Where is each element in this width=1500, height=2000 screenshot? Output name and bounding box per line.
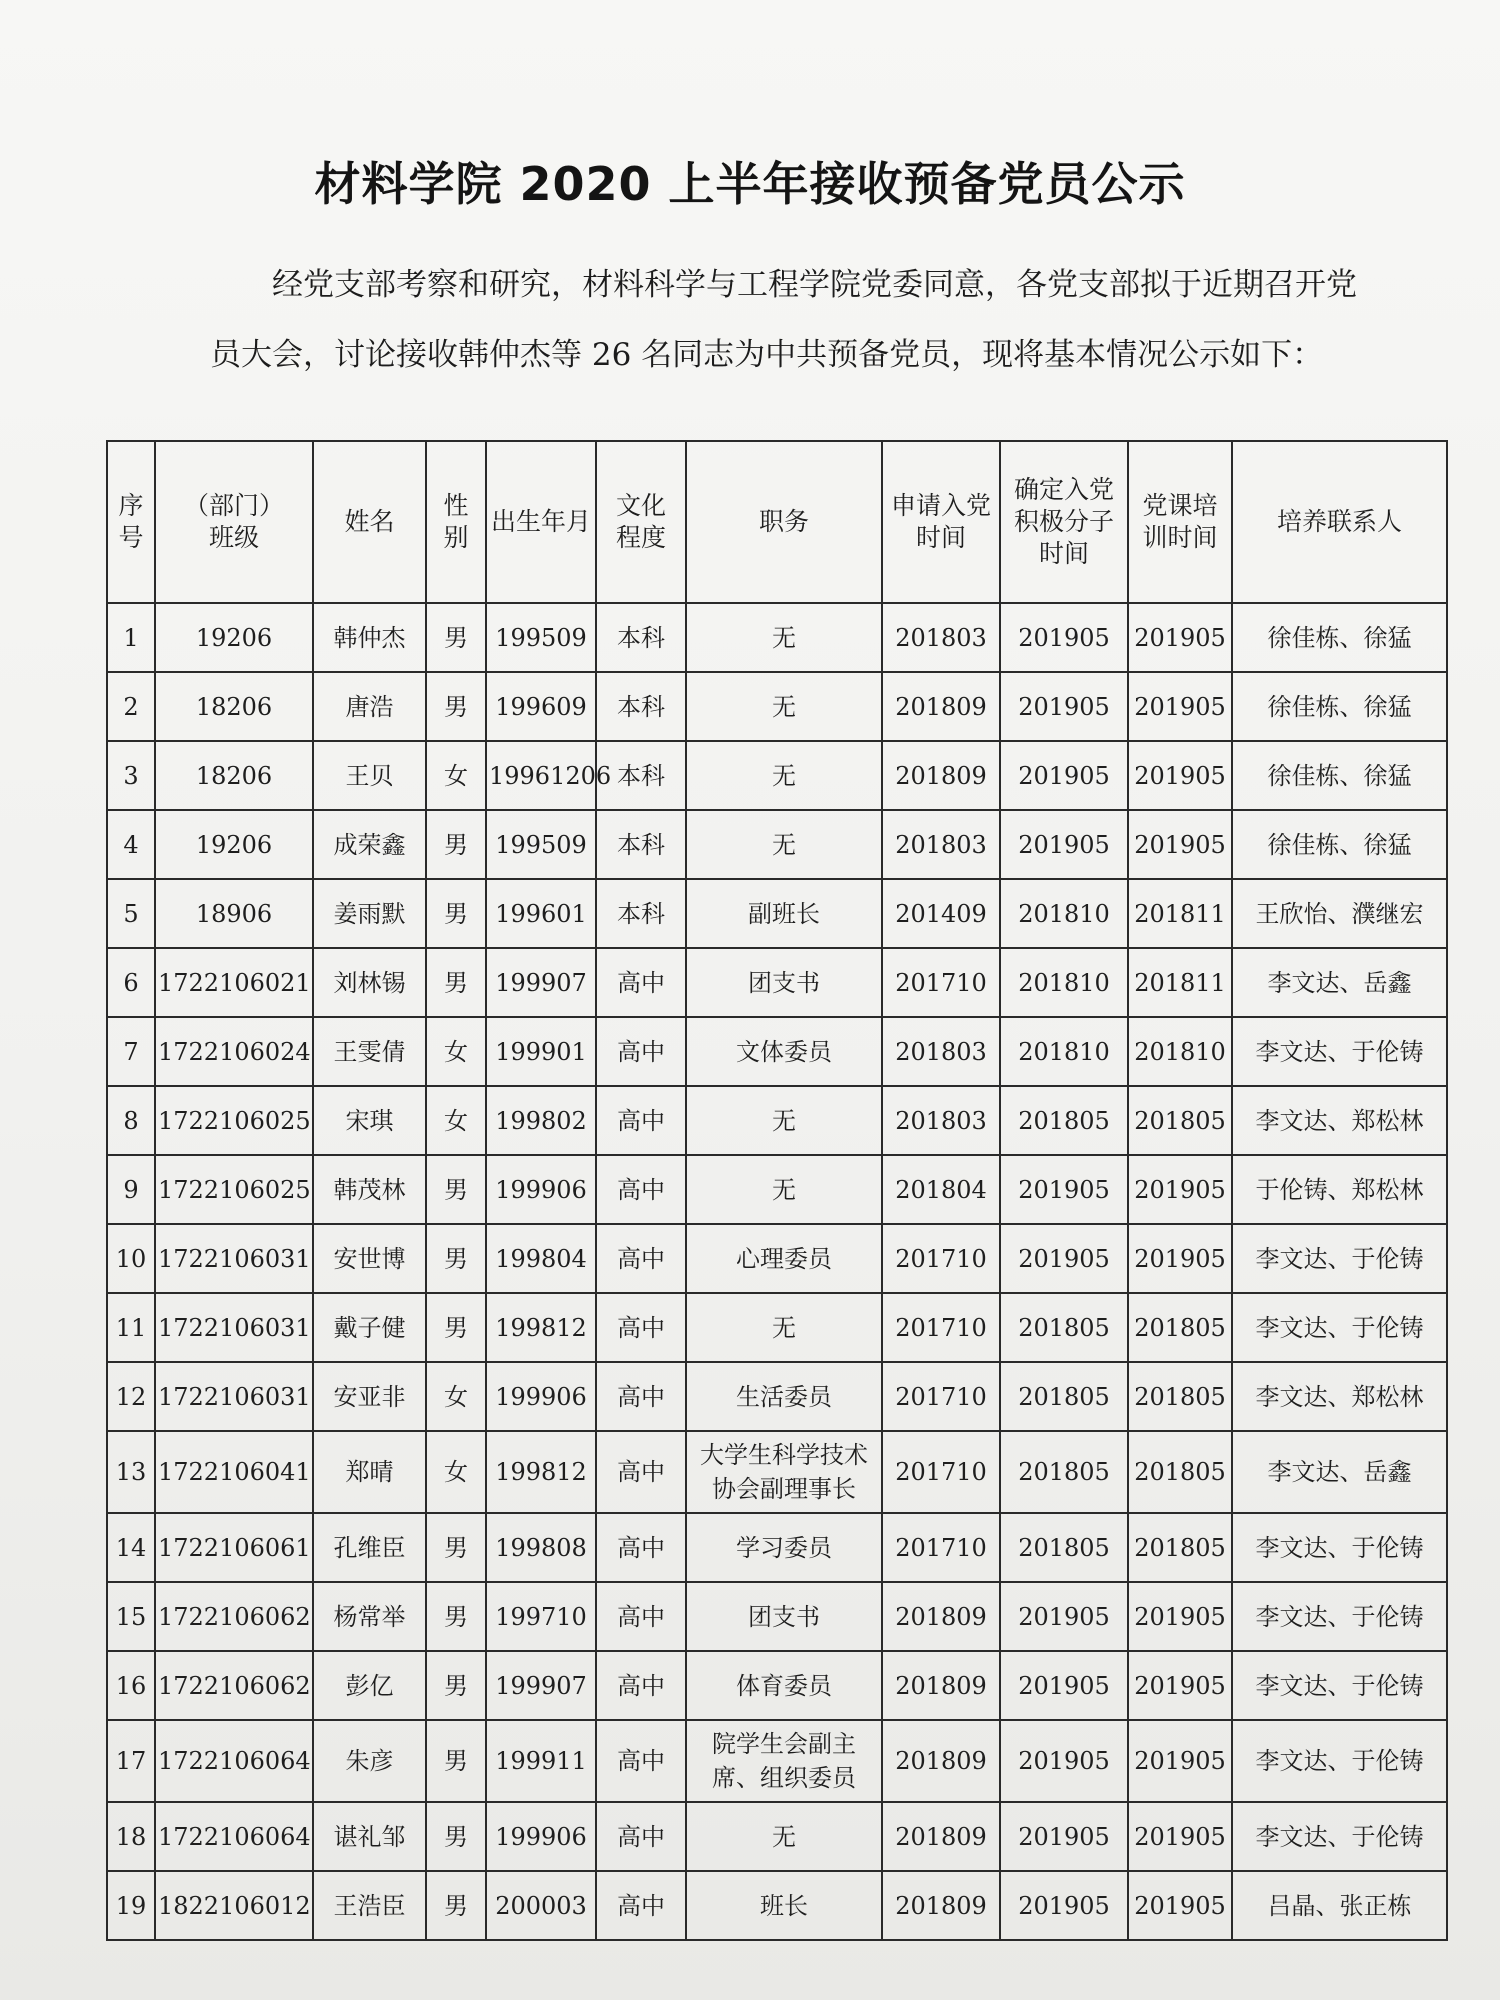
cell-training-date: 201805: [1128, 1431, 1232, 1513]
cell-class: 18206: [155, 672, 313, 741]
cell-contact: 徐佳栋、徐猛: [1232, 741, 1447, 810]
cell-post: [686, 1871, 882, 1940]
cell-contact: 李文达、岳鑫: [1232, 948, 1447, 1017]
cell-name: 安世博: [313, 1224, 426, 1293]
cell-post: [686, 1224, 882, 1293]
cell-class: 1722106021: [155, 948, 313, 1017]
table-row: [107, 1017, 1447, 1086]
cell-contact: 李文达、于伦铸: [1232, 1720, 1447, 1802]
cell-post: [686, 1802, 882, 1871]
cell-post: [686, 1431, 882, 1513]
cell-apply-date: 201809: [882, 1582, 1000, 1651]
cell-name: 唐浩: [313, 672, 426, 741]
post-line: 心理委员: [736, 1244, 832, 1273]
post-line: 无: [772, 623, 796, 652]
cell-apply-date: 201804: [882, 1155, 1000, 1224]
intro-paragraph: [210, 250, 1360, 390]
cell-apply-date: 201710: [882, 1293, 1000, 1362]
cell-education: 高中: [596, 1431, 686, 1513]
cell-contact: 李文达、于伦铸: [1232, 1293, 1447, 1362]
table-row: [107, 1720, 1447, 1802]
cell-name: 彭亿: [313, 1651, 426, 1720]
cell-training-date: 201905: [1128, 1720, 1232, 1802]
cell-birth: 199901: [486, 1017, 596, 1086]
cell-apply-date: 201710: [882, 948, 1000, 1017]
cell-class: 1722106062: [155, 1582, 313, 1651]
cell-training-date: 201905: [1128, 1651, 1232, 1720]
cell-education: 本科: [596, 672, 686, 741]
cell-apply-date: 201409: [882, 879, 1000, 948]
table-header: [107, 441, 1447, 603]
cell-sex: 女: [426, 1017, 486, 1086]
cell-birth: 199906: [486, 1155, 596, 1224]
post-line: 无: [772, 761, 796, 790]
table-row: [107, 1431, 1447, 1513]
cell-post: [686, 948, 882, 1017]
cell-class: 18906: [155, 879, 313, 948]
header-no: 序 号: [107, 441, 155, 603]
cell-sex: 女: [426, 1431, 486, 1513]
cell-activist-date: 201905: [1000, 1720, 1128, 1802]
cell-sex: 男: [426, 1802, 486, 1871]
cell-no: 6: [107, 948, 155, 1017]
cell-post: [686, 672, 882, 741]
cell-contact: 李文达、郑松林: [1232, 1086, 1447, 1155]
cell-sex: 男: [426, 1720, 486, 1802]
cell-contact: 李文达、于伦铸: [1232, 1802, 1447, 1871]
post-line: 大学生科学技术: [700, 1441, 868, 1469]
cell-activist-date: 201905: [1000, 603, 1128, 672]
cell-class: 1722106024: [155, 1017, 313, 1086]
table-row: [107, 672, 1447, 741]
cell-activist-date: 201905: [1000, 741, 1128, 810]
cell-activist-date: 201805: [1000, 1293, 1128, 1362]
cell-no: 8: [107, 1086, 155, 1155]
cell-name: 朱彦: [313, 1720, 426, 1802]
cell-contact: 吕晶、张正栋: [1232, 1871, 1447, 1940]
post-line: 无: [772, 692, 796, 721]
post-line: 学习委员: [736, 1533, 832, 1562]
header-post: 职务: [686, 441, 882, 603]
cell-class: 1722106031: [155, 1224, 313, 1293]
cell-training-date: 201810: [1128, 1017, 1232, 1086]
cell-name: 韩茂林: [313, 1155, 426, 1224]
cell-sex: 男: [426, 948, 486, 1017]
cell-apply-date: 201809: [882, 1720, 1000, 1802]
table-row: [107, 1802, 1447, 1871]
cell-post: [686, 1651, 882, 1720]
cell-activist-date: 201810: [1000, 879, 1128, 948]
cell-sex: 男: [426, 672, 486, 741]
cell-activist-date: 201805: [1000, 1086, 1128, 1155]
cell-contact: 王欣怡、濮继宏: [1232, 879, 1447, 948]
cell-education: 高中: [596, 1720, 686, 1802]
cell-activist-date: 201805: [1000, 1362, 1128, 1431]
cell-no: 19: [107, 1871, 155, 1940]
cell-training-date: 201905: [1128, 1155, 1232, 1224]
cell-activist-date: 201905: [1000, 672, 1128, 741]
cell-activist-date: 201905: [1000, 1802, 1128, 1871]
cell-training-date: 201905: [1128, 672, 1232, 741]
cell-name: 宋琪: [313, 1086, 426, 1155]
table-row: [107, 1513, 1447, 1582]
header-apply-date: 申请入党 时间: [882, 441, 1000, 603]
cell-no: 3: [107, 741, 155, 810]
cell-name: 戴子健: [313, 1293, 426, 1362]
cell-training-date: 201805: [1128, 1362, 1232, 1431]
cell-activist-date: 201905: [1000, 1155, 1128, 1224]
table-row: [107, 1155, 1447, 1224]
header-activist-date: 确定入党 积极分子 时间: [1000, 441, 1128, 603]
cell-training-date: 201811: [1128, 948, 1232, 1017]
cell-class: 1722106064: [155, 1802, 313, 1871]
table-row: [107, 879, 1447, 948]
cell-class: 1722106061: [155, 1513, 313, 1582]
cell-education: 本科: [596, 879, 686, 948]
table-body: [107, 603, 1447, 1940]
cell-sex: 男: [426, 1582, 486, 1651]
cell-class: 1722106025: [155, 1155, 313, 1224]
cell-name: 孔维臣: [313, 1513, 426, 1582]
cell-activist-date: 201905: [1000, 810, 1128, 879]
cell-contact: 于伦铸、郑松林: [1232, 1155, 1447, 1224]
cell-post: [686, 1155, 882, 1224]
cell-contact: 李文达、于伦铸: [1232, 1651, 1447, 1720]
post-line: 无: [772, 1106, 796, 1135]
table-row: [107, 1224, 1447, 1293]
cell-birth: 199601: [486, 879, 596, 948]
cell-education: 高中: [596, 1155, 686, 1224]
post-line: 副班长: [748, 899, 820, 928]
cell-name: 谌礼邹: [313, 1802, 426, 1871]
cell-name: 韩仲杰: [313, 603, 426, 672]
cell-education: 本科: [596, 741, 686, 810]
cell-education: 高中: [596, 1293, 686, 1362]
post-line: 无: [772, 830, 796, 859]
cell-class: 1722106064: [155, 1720, 313, 1802]
cell-birth: 199804: [486, 1224, 596, 1293]
cell-class: 18206: [155, 741, 313, 810]
cell-contact: 徐佳栋、徐猛: [1232, 603, 1447, 672]
cell-activist-date: 201805: [1000, 1431, 1128, 1513]
post-line: 无: [772, 1822, 796, 1851]
table-header-row: [107, 441, 1447, 603]
cell-sex: 男: [426, 1155, 486, 1224]
table-row: [107, 810, 1447, 879]
header-contact: 培养联系人: [1232, 441, 1447, 603]
cell-training-date: 201905: [1128, 1224, 1232, 1293]
table-row: [107, 1871, 1447, 1940]
post-line: 班长: [760, 1891, 808, 1920]
cell-education: 本科: [596, 603, 686, 672]
cell-birth: 199509: [486, 810, 596, 879]
cell-no: 13: [107, 1431, 155, 1513]
cell-birth: 199710: [486, 1582, 596, 1651]
cell-birth: 19961206: [486, 741, 596, 810]
cell-education: 高中: [596, 1802, 686, 1871]
cell-no: 10: [107, 1224, 155, 1293]
cell-sex: 女: [426, 741, 486, 810]
table-row: [107, 1086, 1447, 1155]
cell-sex: 男: [426, 1651, 486, 1720]
cell-training-date: 201805: [1128, 1513, 1232, 1582]
post-line: 体育委员: [736, 1671, 832, 1700]
cell-training-date: 201811: [1128, 879, 1232, 948]
cell-activist-date: 201905: [1000, 1224, 1128, 1293]
cell-training-date: 201805: [1128, 1293, 1232, 1362]
cell-birth: 199907: [486, 948, 596, 1017]
cell-no: 12: [107, 1362, 155, 1431]
cell-contact: 李文达、郑松林: [1232, 1362, 1447, 1431]
cell-training-date: 201805: [1128, 1086, 1232, 1155]
header-class: （部门） 班级: [155, 441, 313, 603]
cell-no: 5: [107, 879, 155, 948]
cell-birth: 199812: [486, 1431, 596, 1513]
cell-name: 成荣鑫: [313, 810, 426, 879]
cell-sex: 女: [426, 1086, 486, 1155]
cell-name: 王浩臣: [313, 1871, 426, 1940]
cell-name: 王雯倩: [313, 1017, 426, 1086]
cell-sex: 男: [426, 810, 486, 879]
intro-text: 经党支部考察和研究，材料科学与工程学院党委同意，各党支部拟于近期召开党员大会，讨论接收韩仲杰等 26 名同志为中共预备党员，现将基本情况公示如下：: [210, 267, 1357, 373]
cell-contact: 李文达、于伦铸: [1232, 1582, 1447, 1651]
post-line: 团支书: [748, 1602, 820, 1631]
cell-name: 刘林锡: [313, 948, 426, 1017]
cell-apply-date: 201710: [882, 1362, 1000, 1431]
header-birth: 出生年月: [486, 441, 596, 603]
post-line: 生活委员: [736, 1382, 832, 1411]
cell-no: 16: [107, 1651, 155, 1720]
cell-contact: 李文达、岳鑫: [1232, 1431, 1447, 1513]
table-row: [107, 1362, 1447, 1431]
cell-post: [686, 1513, 882, 1582]
cell-birth: 199609: [486, 672, 596, 741]
cell-apply-date: 201710: [882, 1224, 1000, 1293]
cell-apply-date: 201803: [882, 603, 1000, 672]
cell-name: 安亚非: [313, 1362, 426, 1431]
cell-activist-date: 201905: [1000, 1651, 1128, 1720]
cell-activist-date: 201805: [1000, 1513, 1128, 1582]
cell-education: 高中: [596, 1582, 686, 1651]
post-line: 院学生会副主: [712, 1730, 856, 1758]
table-row: [107, 948, 1447, 1017]
table-row: [107, 1293, 1447, 1362]
cell-no: 7: [107, 1017, 155, 1086]
cell-apply-date: 201809: [882, 1802, 1000, 1871]
cell-no: 18: [107, 1802, 155, 1871]
cell-name: 姜雨默: [313, 879, 426, 948]
cell-apply-date: 201803: [882, 810, 1000, 879]
cell-no: 17: [107, 1720, 155, 1802]
cell-birth: 199802: [486, 1086, 596, 1155]
cell-education: 高中: [596, 1224, 686, 1293]
cell-name: 杨常举: [313, 1582, 426, 1651]
cell-birth: 199906: [486, 1802, 596, 1871]
candidate-table-container: [106, 440, 1446, 1941]
cell-class: 1722106041: [155, 1431, 313, 1513]
page-title: 材料学院 2020 上半年接收预备党员公示: [314, 157, 1186, 211]
cell-post: [686, 1017, 882, 1086]
cell-birth: 199907: [486, 1651, 596, 1720]
cell-education: 高中: [596, 1513, 686, 1582]
cell-apply-date: 201710: [882, 1431, 1000, 1513]
cell-apply-date: 201809: [882, 1871, 1000, 1940]
cell-post: [686, 1362, 882, 1431]
post-line: 无: [772, 1313, 796, 1342]
cell-no: 14: [107, 1513, 155, 1582]
cell-education: 高中: [596, 1017, 686, 1086]
cell-birth: 199911: [486, 1720, 596, 1802]
cell-birth: 199906: [486, 1362, 596, 1431]
cell-activist-date: 201810: [1000, 948, 1128, 1017]
cell-education: 高中: [596, 1871, 686, 1940]
cell-education: 本科: [596, 810, 686, 879]
cell-contact: 徐佳栋、徐猛: [1232, 810, 1447, 879]
cell-post: [686, 603, 882, 672]
cell-class: 19206: [155, 810, 313, 879]
cell-no: 9: [107, 1155, 155, 1224]
cell-post: [686, 1582, 882, 1651]
cell-sex: 男: [426, 1293, 486, 1362]
cell-contact: 李文达、于伦铸: [1232, 1513, 1447, 1582]
cell-class: 1722106062: [155, 1651, 313, 1720]
cell-class: 1722106025: [155, 1086, 313, 1155]
cell-no: 11: [107, 1293, 155, 1362]
cell-post: [686, 1086, 882, 1155]
cell-education: 高中: [596, 1086, 686, 1155]
cell-birth: 199808: [486, 1513, 596, 1582]
cell-contact: 李文达、于伦铸: [1232, 1017, 1447, 1086]
cell-apply-date: 201809: [882, 672, 1000, 741]
cell-post: [686, 1293, 882, 1362]
post-line: 文体委员: [736, 1037, 832, 1066]
cell-apply-date: 201803: [882, 1086, 1000, 1155]
cell-post: [686, 879, 882, 948]
cell-activist-date: 201905: [1000, 1871, 1128, 1940]
cell-sex: 男: [426, 1513, 486, 1582]
header-sex: 性 别: [426, 441, 486, 603]
cell-sex: 女: [426, 1362, 486, 1431]
cell-post: [686, 810, 882, 879]
cell-class: 1822106012: [155, 1871, 313, 1940]
cell-birth: 200003: [486, 1871, 596, 1940]
cell-post: [686, 1720, 882, 1802]
cell-activist-date: 201810: [1000, 1017, 1128, 1086]
cell-training-date: 201905: [1128, 810, 1232, 879]
cell-apply-date: 201809: [882, 741, 1000, 810]
cell-class: 1722106031: [155, 1362, 313, 1431]
table-row: [107, 603, 1447, 672]
cell-birth: 199509: [486, 603, 596, 672]
cell-class: 1722106031: [155, 1293, 313, 1362]
cell-apply-date: 201803: [882, 1017, 1000, 1086]
cell-name: 郑晴: [313, 1431, 426, 1513]
cell-education: 高中: [596, 948, 686, 1017]
cell-training-date: 201905: [1128, 741, 1232, 810]
candidate-table: [106, 440, 1448, 1941]
post-line: 席、组织委员: [712, 1764, 856, 1792]
cell-birth: 199812: [486, 1293, 596, 1362]
cell-apply-date: 201809: [882, 1651, 1000, 1720]
post-line: 无: [772, 1175, 796, 1204]
cell-no: 1: [107, 603, 155, 672]
cell-no: 2: [107, 672, 155, 741]
header-training-date: 党课培 训时间: [1128, 441, 1232, 603]
cell-no: 4: [107, 810, 155, 879]
cell-activist-date: 201905: [1000, 1582, 1128, 1651]
cell-post: [686, 741, 882, 810]
cell-training-date: 201905: [1128, 1802, 1232, 1871]
cell-sex: 男: [426, 879, 486, 948]
post-line: 团支书: [748, 968, 820, 997]
cell-training-date: 201905: [1128, 603, 1232, 672]
cell-apply-date: 201710: [882, 1513, 1000, 1582]
cell-contact: 徐佳栋、徐猛: [1232, 672, 1447, 741]
table-row: [107, 741, 1447, 810]
cell-no: 15: [107, 1582, 155, 1651]
table-row: [107, 1582, 1447, 1651]
cell-class: 19206: [155, 603, 313, 672]
cell-education: 高中: [596, 1651, 686, 1720]
cell-sex: 男: [426, 603, 486, 672]
header-education: 文化 程度: [596, 441, 686, 603]
cell-contact: 李文达、于伦铸: [1232, 1224, 1447, 1293]
header-name: 姓名: [313, 441, 426, 603]
cell-training-date: 201905: [1128, 1871, 1232, 1940]
cell-sex: 男: [426, 1224, 486, 1293]
cell-training-date: 201905: [1128, 1582, 1232, 1651]
cell-name: 王贝: [313, 741, 426, 810]
cell-education: 高中: [596, 1362, 686, 1431]
post-line: 协会副理事长: [712, 1475, 856, 1503]
table-row: [107, 1651, 1447, 1720]
cell-sex: 男: [426, 1871, 486, 1940]
